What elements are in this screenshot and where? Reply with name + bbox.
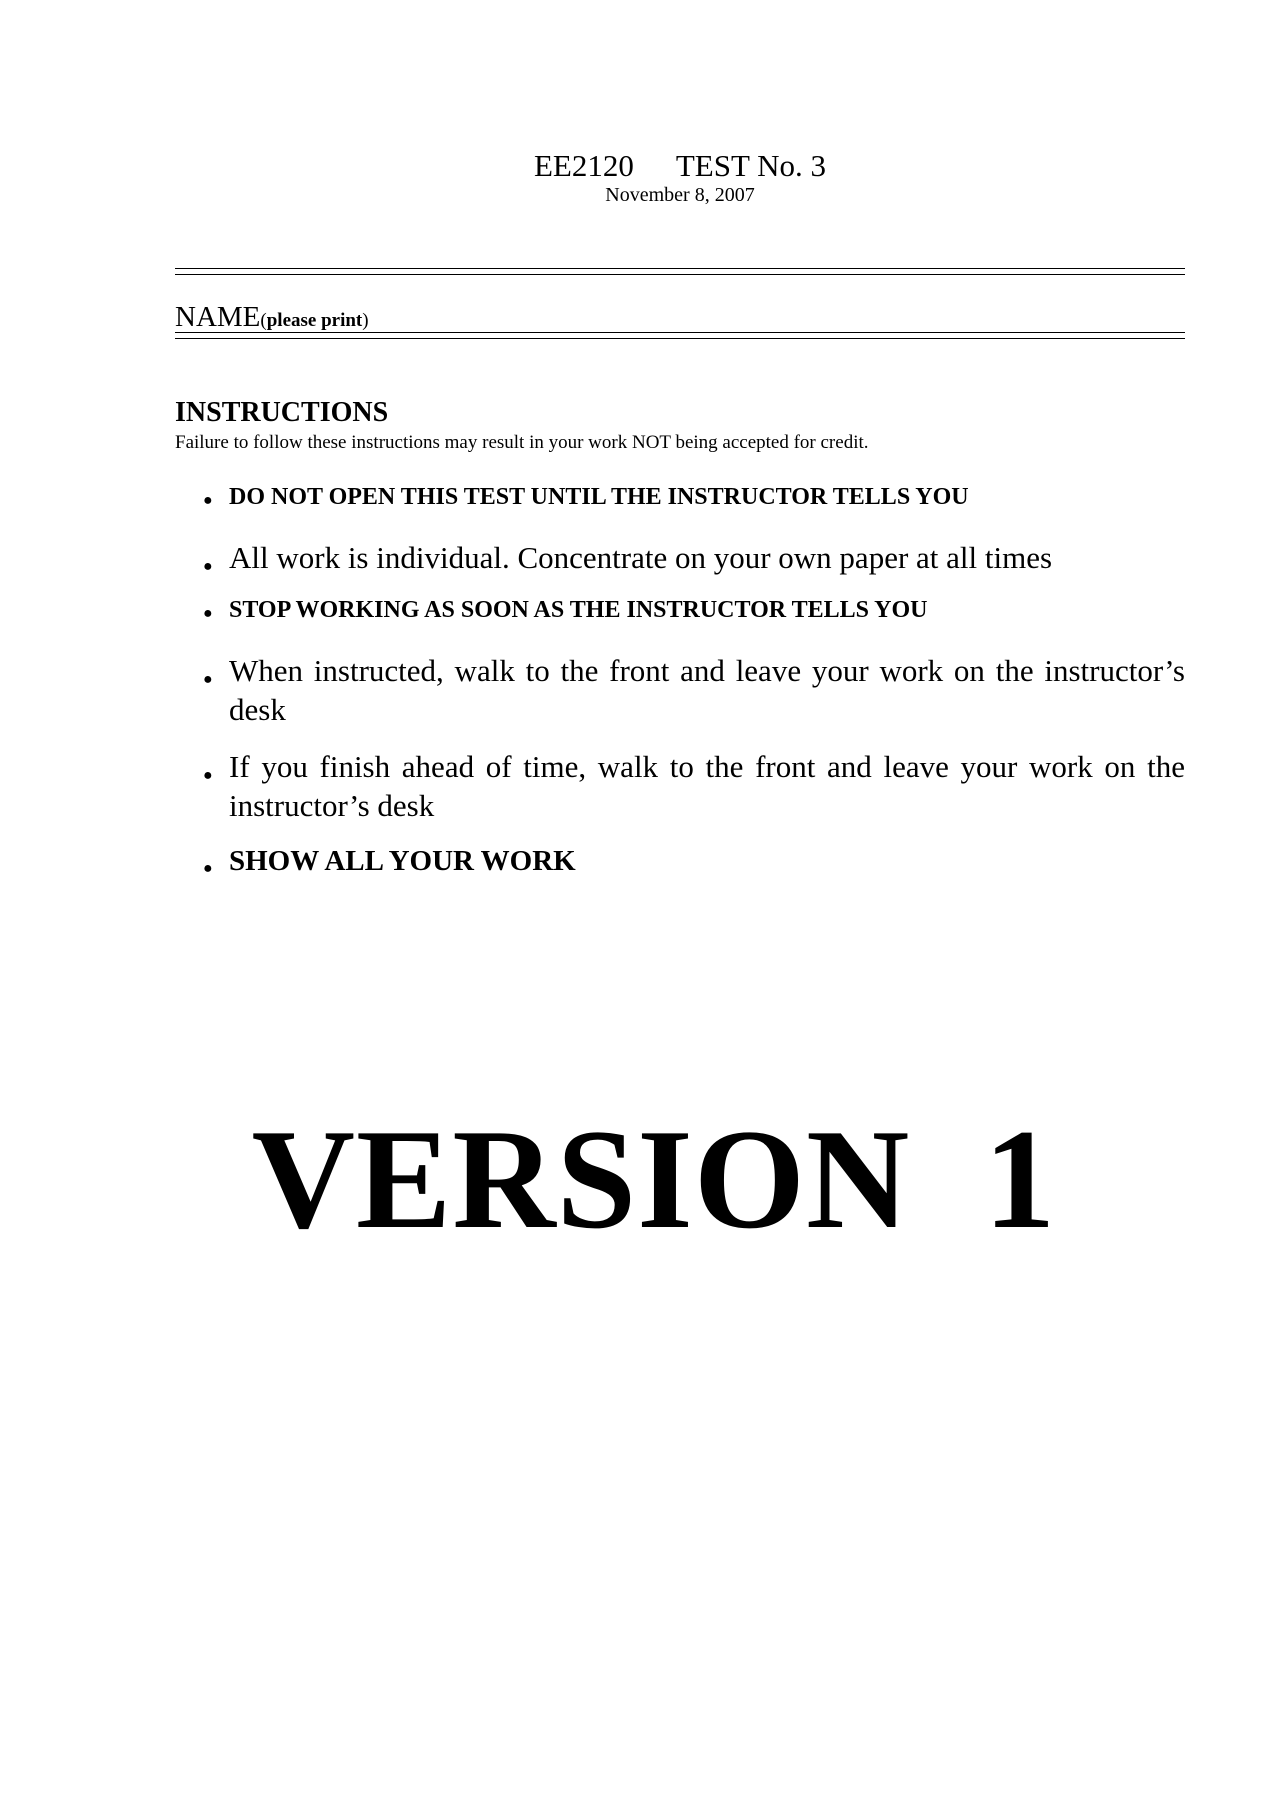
name-label: NAME — [175, 301, 261, 333]
list-item: ● All work is individual. Concentrate on your own paper at all times — [175, 538, 1185, 577]
version-label: VERSION 1 — [251, 1100, 1057, 1258]
list-item: ● When instructed, walk to the front and leave your work on the instructor’s desk — [203, 653, 1185, 727]
name-write-line — [175, 332, 1185, 339]
instructions-list — [175, 482, 1185, 879]
exam-header — [0, 148, 1280, 206]
exam-date: November 8, 2007 — [605, 184, 755, 206]
exam-title — [0, 148, 1280, 184]
name-hint: (please print) — [260, 310, 369, 331]
bullet-icon: ● — [203, 558, 213, 575]
bullet-icon: ● — [203, 605, 213, 622]
bullet-icon: ● — [203, 671, 213, 688]
bullet-icon: ● — [203, 860, 213, 877]
instructions-heading: INSTRUCTIONS — [175, 397, 389, 428]
header-divider — [175, 268, 1185, 275]
list-item: ● If you finish ahead of time, walk to the front and leave your work on the instructor’s desk — [203, 749, 1185, 823]
list-item: ● STOP WORKING AS SOON AS THE INSTRUCTOR TELLS YOU — [175, 595, 1185, 625]
test-number: TEST No. 3 — [675, 148, 826, 183]
bullet-icon: ● — [203, 492, 213, 509]
course-code: EE2120 — [533, 148, 634, 183]
instructions-note: Failure to follow these instructions may result in your work NOT being accepted for credit. — [175, 432, 869, 453]
list-item: ● DO NOT OPEN THIS TEST UNTIL THE INSTRUCTOR TELLS YOU — [175, 482, 1185, 512]
bullet-icon: ● — [203, 767, 213, 784]
list-item: ● SHOW ALL YOUR WORK — [175, 843, 1185, 879]
